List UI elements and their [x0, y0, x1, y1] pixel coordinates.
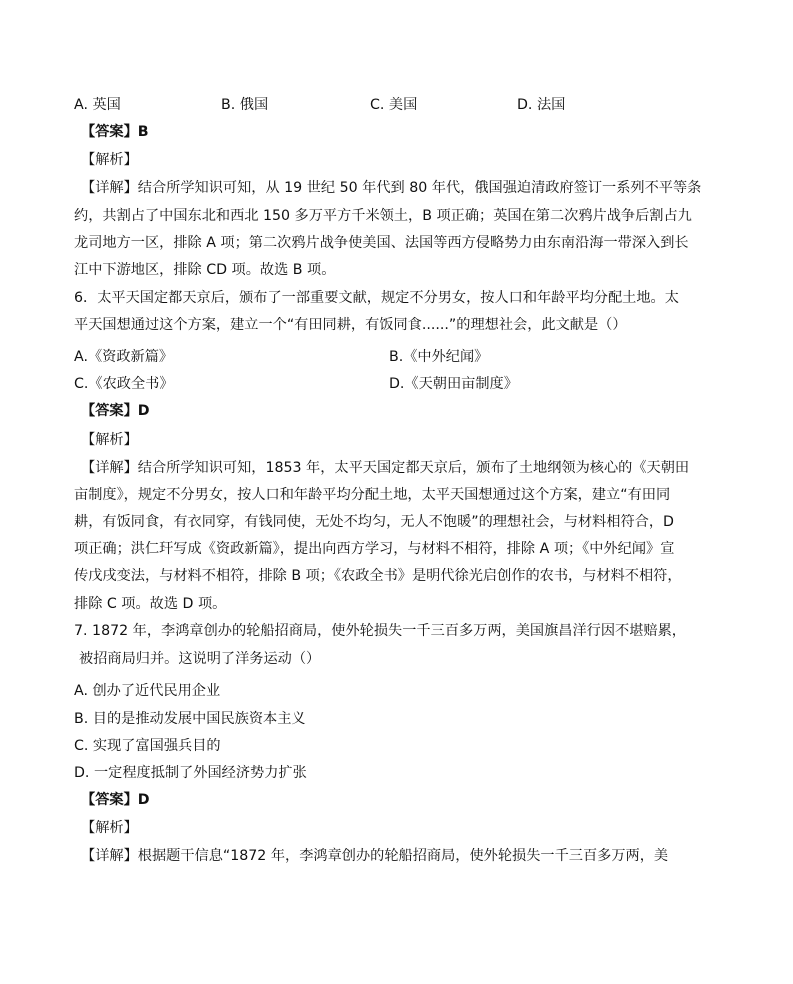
q6-detail-line: 耕，有饭同食，有衣同穿，有钱同使，无处不均匀，无人不饱暖”的理想社会，与材料相符合，D: [74, 514, 674, 530]
q7-option-c: C. 实现了富国强兵目的: [74, 738, 221, 754]
q7-option-d: D. 一定程度抵制了外国经济势力扩张: [74, 765, 307, 781]
answer-tag: 【答案】: [81, 124, 138, 140]
q5-option-a: A. 英国: [74, 97, 121, 113]
answer-value: B: [137, 124, 149, 140]
q6-stem-line: 6．太平天国定都天京后，颁布了一部重要文献，规定不分男女，按人口和年龄平均分配土地。太: [74, 290, 679, 306]
answer-value: D: [137, 403, 150, 419]
q7-analysis-tag: 【解析】: [81, 820, 138, 836]
q5-option-c: C. 美国: [370, 97, 418, 113]
q6-option-c: C.《农政全书》: [74, 376, 174, 392]
answer-value: D: [137, 792, 150, 808]
q5-analysis-tag: 【解析】: [81, 152, 138, 168]
q6-answer: [81, 401, 150, 421]
q6-detail-line: 【详解】结合所学知识可知，1853 年，太平天国定都天京后，颁布了土地纲领为核心的《天朝田: [81, 460, 690, 476]
q5-detail-line: 【详解】结合所学知识可知，从 19 世纪 50 年代到 80 年代，俄国强迫清政府签订一系列不平等条: [81, 180, 702, 196]
q6-option-d: D.《天朝田亩制度》: [389, 376, 518, 392]
q6-detail-line: 传戊戌变法，与材料不相符，排除 B 项；《农政全书》是明代徐光启创作的农书，与材料不相符，: [74, 568, 682, 584]
q5-answer: [81, 122, 149, 142]
q6-analysis-tag: 【解析】: [81, 432, 138, 448]
q7-stem-line: 7. 1872 年，李鸿章创办的轮船招商局，使外轮损失一千三百多万两，美国旗昌洋行因不堪赔累，: [74, 623, 686, 639]
q6-option-b: B.《中外纪闻》: [389, 349, 489, 365]
q5-detail-line: 江中下游地区，排除 CD 项。故选 B 项。: [74, 262, 336, 278]
q7-stem-line: 被招商局归并。这说明了洋务运动（）: [79, 651, 321, 667]
q6-stem-line: 平天国想通过这个方案，建立一个“有田同耕，有饭同食......”的理想社会，此文献是（）: [74, 317, 627, 333]
q6-option-a: A.《资政新篇》: [74, 349, 174, 365]
q7-answer: [81, 790, 150, 810]
q7-option-a: A. 创办了近代民用企业: [74, 683, 221, 699]
q6-detail-line: 排除 C 项。故选 D 项。: [74, 596, 227, 612]
q7-detail-line: 【详解】根据题干信息“1872 年，李鸿章创办的轮船招商局，使外轮损失一千三百多万两，美: [81, 848, 669, 864]
q6-detail-line: 亩制度》，规定不分男女，按人口和年龄平均分配土地，太平天国想通过这个方案，建立“有田同: [74, 487, 671, 503]
q5-detail-line: 约，共割占了中国东北和西北 150 多万平方千米领土，B 项正确；英国在第二次鸦片战争后割占九: [74, 208, 692, 224]
answer-tag: 【答案】: [81, 403, 138, 419]
q5-option-d: D. 法国: [517, 97, 566, 113]
answer-tag: 【答案】: [81, 792, 138, 808]
q6-detail-line: 项正确；洪仁玕写成《资政新篇》，提出向西方学习，与材料不相符，排除 A 项；《中外纪闻》宣: [74, 541, 675, 557]
q7-option-b: B. 目的是推动发展中国民族资本主义: [74, 711, 306, 727]
q5-option-b: B. 俄国: [221, 97, 269, 113]
q5-detail-line: 龙司地方一区，排除 A 项；第二次鸦片战争使美国、法国等西方侵略势力由东南沿海一带深入到长: [74, 235, 689, 251]
